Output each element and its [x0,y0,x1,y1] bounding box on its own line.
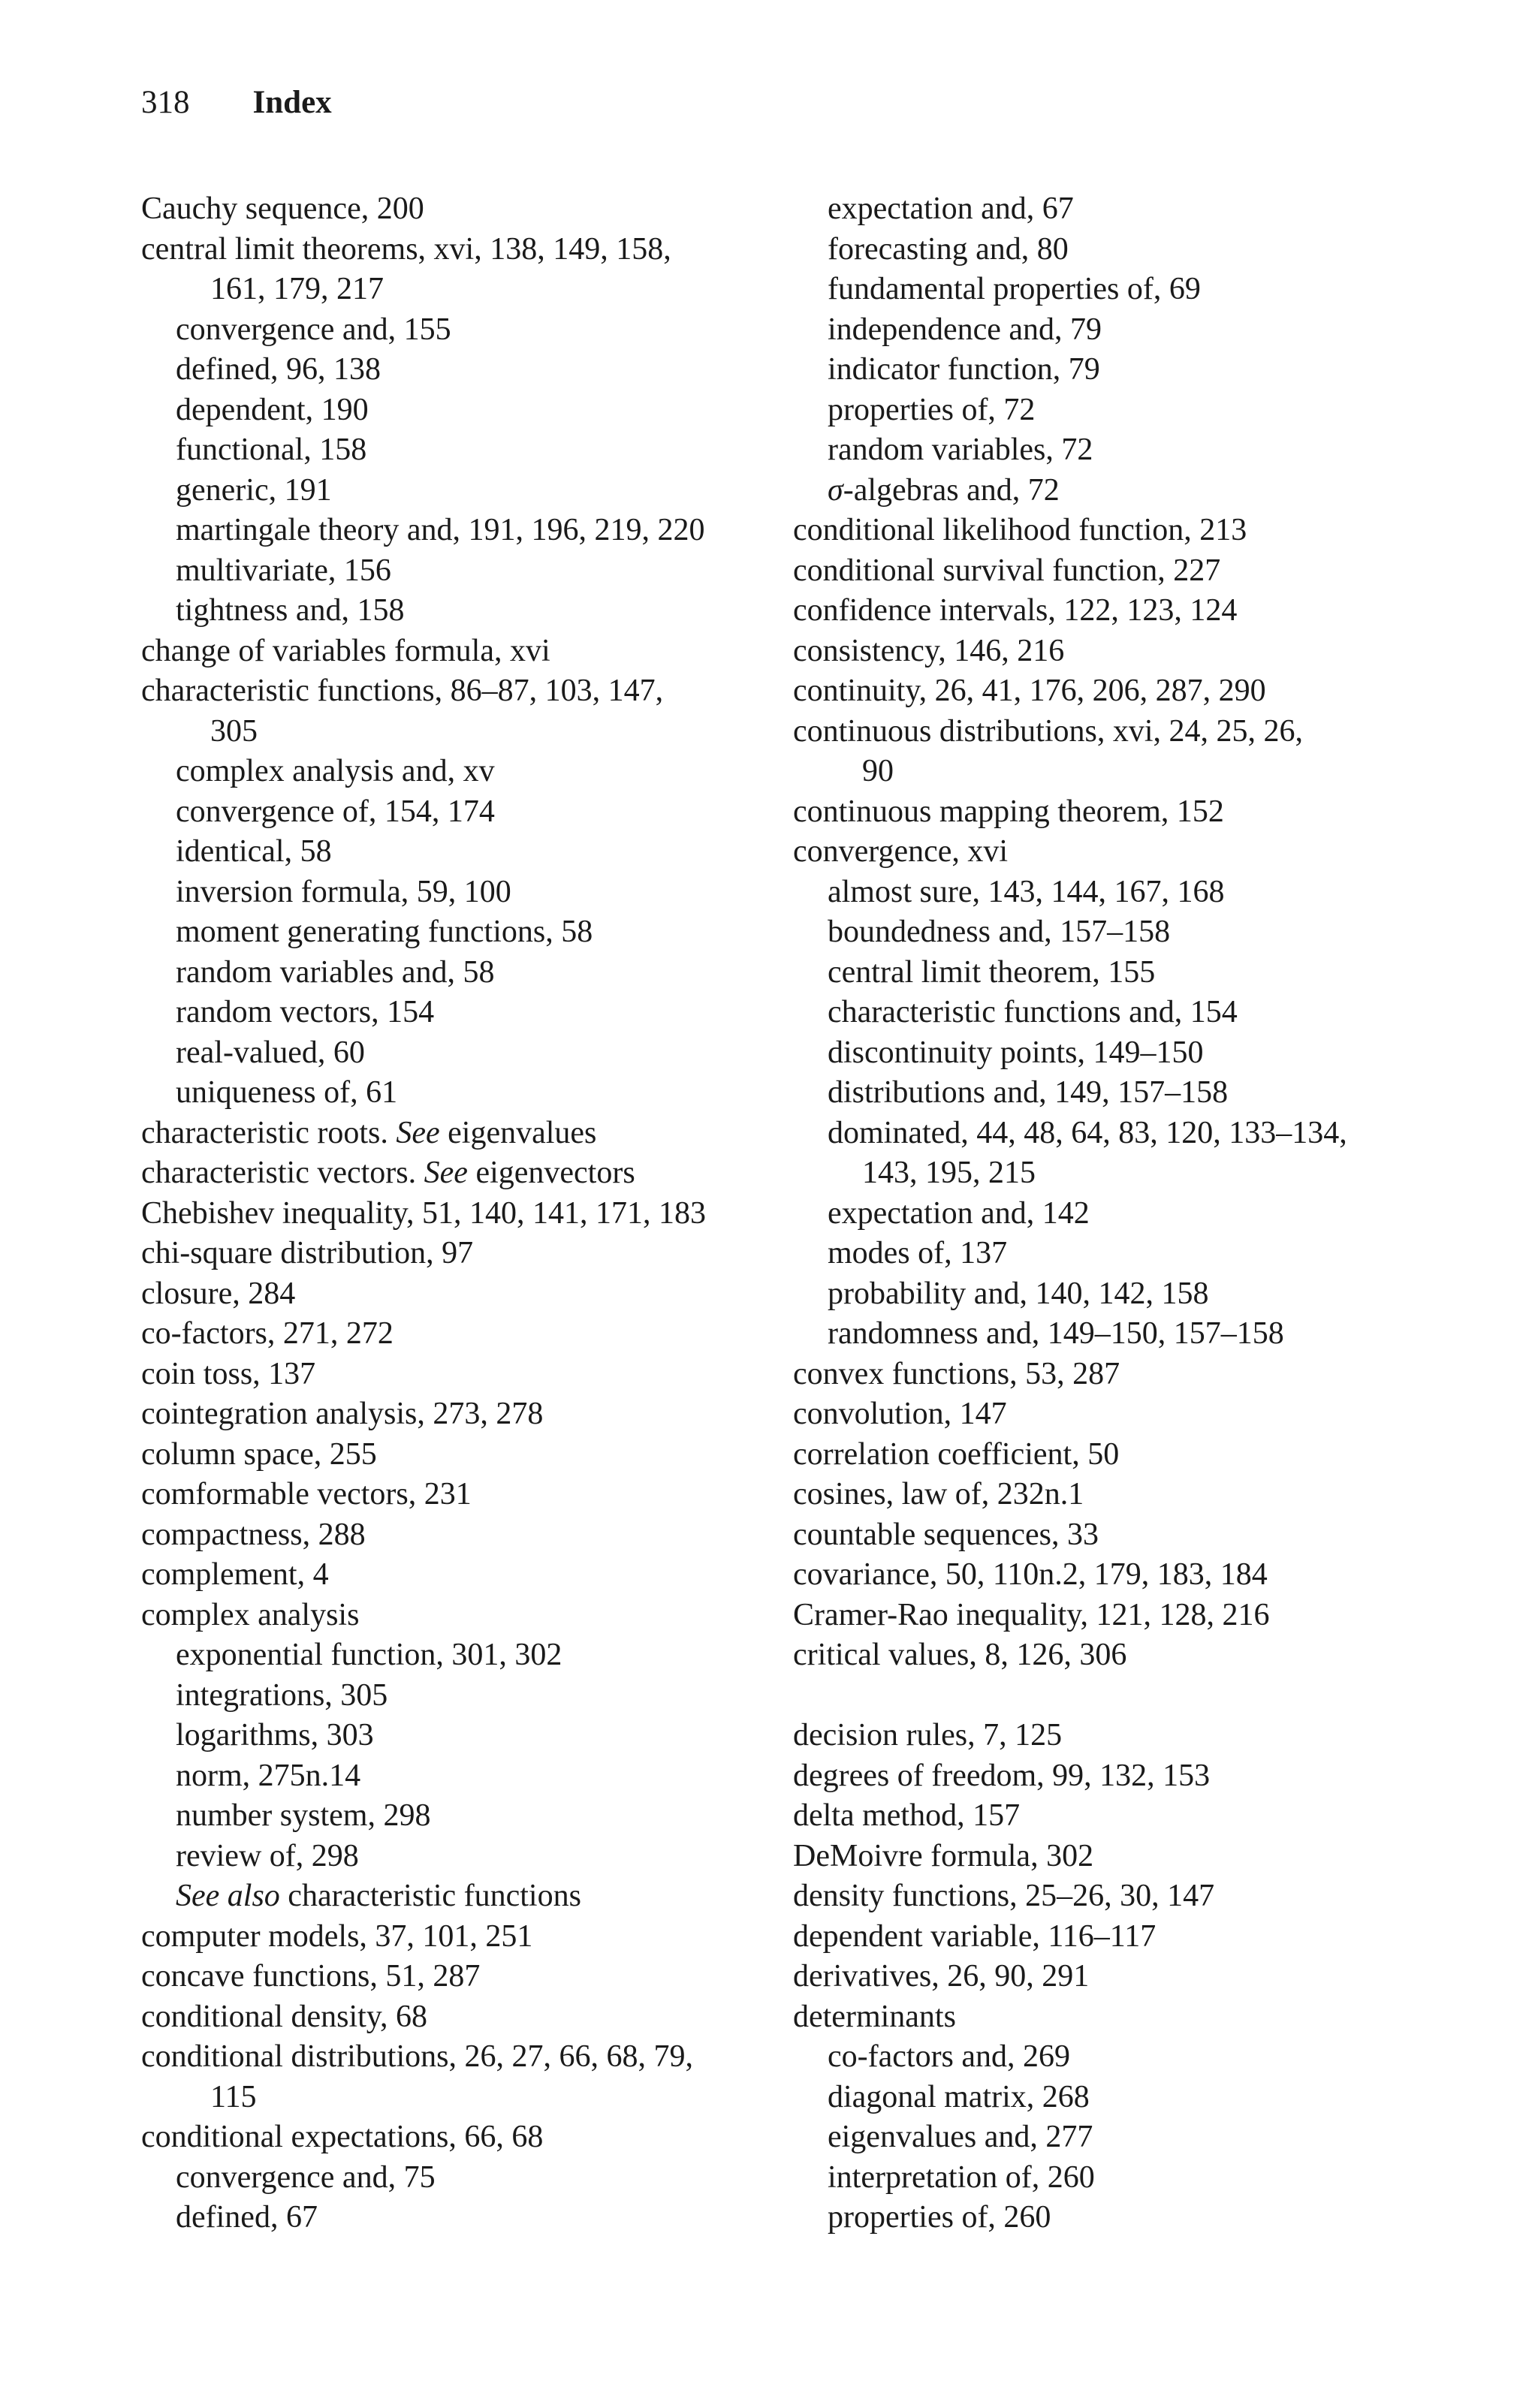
index-subentry [793,1234,1439,1274]
index-subentry [793,430,1439,471]
page-header [141,84,332,137]
index-subentry [793,953,1439,993]
index-entry [793,752,1439,792]
index-subentry [141,2158,787,2199]
index-entry [141,1475,787,1515]
entry-text: conditional likelihood function, 213 [793,513,1247,547]
index-subentry [141,591,787,631]
cross-reference-label: See [396,1115,440,1150]
entry-text: inversion formula, 59, 100 [176,874,511,909]
index-subentry [141,912,787,953]
index-subentry [141,430,787,471]
index-entry [141,1314,787,1355]
entry-text: column space, 255 [141,1436,377,1472]
index-entry [793,511,1439,551]
index-subentry [141,350,787,390]
index-subentry [793,1153,1439,1194]
entry-text: random variables and, 58 [176,954,495,990]
index-entry [141,712,787,752]
index-subentry [141,1676,787,1716]
entry-text: discontinuity points, 149–150 [828,1035,1204,1070]
entry-text: closure, 284 [141,1276,296,1311]
index-column-left [141,189,787,2238]
index-subentry [141,993,787,1033]
index-entry [793,671,1439,712]
index-subentry [141,1716,787,1756]
index-entry [793,1876,1439,1917]
index-subentry [793,310,1439,351]
index-subentry [141,1033,787,1074]
entry-text: randomness and, 149–150, 157–158 [828,1316,1284,1351]
entry-text: norm, 275n.14 [176,1758,361,1793]
entry-text: 115 [210,2079,257,2114]
entry-text: DeMoivre formula, 302 [793,1838,1094,1873]
entry-text: central limit theorem, 155 [828,954,1156,990]
entry-text: confidence intervals, 122, 123, 124 [793,593,1238,628]
entry-text: consistency, 146, 216 [793,633,1065,668]
entry-text: integrations, 305 [176,1677,388,1713]
entry-text: defined, 96, 138 [176,352,381,387]
index-entry [141,1355,787,1395]
entry-text: dependent, 190 [176,392,369,427]
entry-text: 305 [210,713,258,749]
index-entry [793,1596,1439,1636]
entry-text: conditional expectations, 66, 68 [141,2120,544,2154]
entry-text: generic, 191 [176,472,332,508]
index-entry [141,1917,787,1957]
index-subentry [793,1274,1439,1315]
entry-text: Cramer-Rao inequality, 121, 128, 216 [793,1597,1270,1632]
entry-text: cosines, law of, 232n.1 [793,1477,1084,1511]
index-entry [793,551,1439,592]
index-entry [793,792,1439,833]
entry-text: co-factors and, 269 [828,2039,1071,2074]
index-subentry [141,953,787,993]
entry-text: dependent variable, 116–117 [793,1918,1157,1954]
entry-text: conditional density, 68 [141,1999,428,2034]
index-entry [793,832,1439,872]
entry-text: concave functions, 51, 287 [141,1959,481,1994]
index-entry [141,2078,787,2118]
index-subentry [793,1194,1439,1234]
entry-text: characteristic vectors. [141,1156,417,1190]
entry-text: characteristic functions, 86–87, 103, 147, [141,674,664,708]
entry-text: modes of, 137 [828,1236,1008,1270]
index-subentry [793,230,1439,270]
index-subentry [793,993,1439,1033]
entry-text: distributions and, 149, 157–158 [828,1075,1229,1110]
index-entry [141,1234,787,1274]
index-subentry [793,1314,1439,1355]
entry-text: convex functions, 53, 287 [793,1356,1120,1391]
entry-text: functional, 158 [176,432,367,467]
entry-text: real-valued, 60 [176,1035,365,1070]
index-subentry [793,390,1439,431]
index-entry [141,671,787,712]
index-entry [793,1716,1439,1756]
entry-text: comformable vectors, 231 [141,1477,472,1511]
entry-text: characteristic functions and, 154 [828,995,1238,1029]
cross-reference-target: eigenvalues [448,1115,597,1150]
entry-text: cointegration analysis, 273, 278 [141,1397,544,1431]
index-entry [141,1515,787,1556]
index-subentry [793,2198,1439,2238]
index-subentry [141,471,787,511]
entry-text: covariance, 50, 110n.2, 179, 183, 184 [793,1557,1268,1592]
index-entry [793,1957,1439,1997]
index-subentry [793,912,1439,953]
entry-text: martingale theory and, 191, 196, 219, 220 [176,513,705,547]
index-subentry [141,872,787,913]
entry-text: critical values, 8, 126, 306 [793,1638,1127,1672]
entry-text: properties of, 260 [828,2200,1051,2235]
entry-text: conditional survival function, 227 [793,553,1221,588]
entry-text: delta method, 157 [793,1798,1021,1833]
entry-text: review of, 298 [176,1838,359,1873]
index-entry [141,1997,787,2038]
entry-text: complex analysis and, xv [176,754,495,788]
entry-text: moment generating functions, 58 [176,915,593,949]
entry-text: expectation and, 142 [828,1195,1090,1231]
index-entry [141,189,787,230]
cross-reference-target: eigenvectors [475,1156,635,1190]
index-entry [141,1957,787,1997]
index-entry [141,2117,787,2158]
index-entry [793,631,1439,672]
index-entry [141,1596,787,1636]
entry-text: interpretation of, 260 [828,2159,1095,2195]
index-subentry [141,832,787,872]
entry-text: properties of, 72 [828,392,1036,427]
entry-text: diagonal matrix, 268 [828,2079,1090,2114]
index-subentry [793,1073,1439,1114]
index-entry [141,2037,787,2078]
index-subentry [793,1033,1439,1074]
entry-text: almost sure, 143, 144, 167, 168 [828,874,1225,909]
page-number: 318 [141,85,190,120]
entry-text: boundedness and, 157–158 [828,915,1171,949]
entry-text: central limit theorems, xvi, 138, 149, 158, [141,231,671,267]
entry-text: decision rules, 7, 125 [793,1718,1063,1753]
entry-text: characteristic roots. [141,1115,388,1150]
index-subentry [793,270,1439,310]
entry-text: expectation and, 67 [828,191,1074,226]
index-subentry [793,2117,1439,2158]
index-entry [793,1435,1439,1475]
index-entry [141,1555,787,1596]
cross-reference-label: See [424,1156,468,1190]
index-entry [141,631,787,672]
index-entry [141,1274,787,1315]
entry-text: random variables, 72 [828,432,1093,467]
entry-text: Cauchy sequence, 200 [141,191,424,226]
index-subentry [141,1756,787,1797]
entry-text: 161, 179, 217 [210,272,384,306]
entry-text: number system, 298 [176,1798,431,1833]
entry-text: coin toss, 137 [141,1356,316,1391]
entry-text: complex analysis [141,1597,360,1632]
cross-reference-target: characteristic functions [288,1879,581,1913]
entry-text: eigenvalues and, 277 [828,2120,1093,2154]
entry-text: determinants [793,1999,956,2034]
index-entry [141,1194,787,1234]
entry-text: 90 [862,754,894,788]
index-entry [793,1756,1439,1797]
entry-text: exponential function, 301, 302 [176,1638,562,1672]
index-subentry [141,511,787,551]
entry-text: continuity, 26, 41, 176, 206, 287, 290 [793,674,1266,708]
index-entry [793,1555,1439,1596]
entry-text: compactness, 288 [141,1517,366,1552]
index-subentry [793,471,1439,511]
entry-text: convolution, 147 [793,1397,1007,1431]
index-entry [793,1515,1439,1556]
index-entry [141,270,787,310]
index-entry [141,1153,787,1194]
index-entry [793,712,1439,752]
index-subentry [793,2158,1439,2199]
index-entry [141,1435,787,1475]
entry-text: continuous distributions, xvi, 24, 25, 26, [793,713,1304,749]
entry-text: chi-square distribution, 97 [141,1236,474,1270]
entry-text: degrees of freedom, 99, 132, 153 [793,1758,1211,1793]
entry-text: convergence and, 75 [176,2159,436,2195]
entry-text: computer models, 37, 101, 251 [141,1918,533,1954]
index-entry [141,230,787,270]
entry-text: tightness and, 158 [176,593,405,628]
entry-text: derivatives, 26, 90, 291 [793,1959,1090,1994]
index-subentry [793,1114,1439,1154]
entry-text: forecasting and, 80 [828,231,1069,267]
index-subentry [793,189,1439,230]
entry-text: countable sequences, 33 [793,1517,1099,1552]
entry-text: independence and, 79 [828,312,1102,347]
entry-text: correlation coefficient, 50 [793,1436,1120,1472]
entry-italic-prefix: σ [828,472,843,508]
index-entry [793,1917,1439,1957]
index-subentry [141,1876,787,1917]
index-column-right [793,189,1439,2238]
index-subentry [141,390,787,431]
entry-text: fundamental properties of, 69 [828,272,1201,306]
index-entry [793,1997,1439,2038]
index-entry [793,1355,1439,1395]
entry-text: density functions, 25–26, 30, 147 [793,1879,1215,1913]
entry-text: conditional distributions, 26, 27, 66, 68, 79, [141,2039,693,2074]
index-entry [141,1114,787,1154]
entry-text: probability and, 140, 142, 158 [828,1276,1209,1311]
cross-reference-label: See also [176,1879,280,1913]
entry-text: uniqueness of, 61 [176,1075,398,1110]
entry-text: -algebras and, 72 [843,472,1060,508]
index-entry [793,1796,1439,1837]
index-subentry [141,1837,787,1877]
entry-text: dominated, 44, 48, 64, 83, 120, 133–134, [828,1115,1347,1150]
entry-text: multivariate, 156 [176,553,391,588]
index-entry [793,1394,1439,1435]
index-entry [793,1635,1439,1676]
index-subentry [141,551,787,592]
index-letter-gap [793,1676,1439,1716]
entry-text: random vectors, 154 [176,995,435,1029]
entry-text: complement, 4 [141,1557,329,1592]
index-subentry [141,792,787,833]
entry-text: indicator function, 79 [828,352,1100,387]
index-subentry [793,872,1439,913]
index-subentry [141,2198,787,2238]
index-subentry [793,2078,1439,2118]
index-subentry [141,310,787,351]
index-entry [793,1837,1439,1877]
entry-text: defined, 67 [176,2200,318,2235]
index-subentry [141,1796,787,1837]
entry-text: 143, 195, 215 [862,1156,1036,1190]
index-subentry [141,752,787,792]
index-subentry [141,1635,787,1676]
entry-text: identical, 58 [176,834,332,869]
entry-text: logarithms, 303 [176,1718,374,1753]
index-subentry [793,2037,1439,2078]
index-entry [141,1394,787,1435]
entry-text: convergence of, 154, 174 [176,794,495,829]
index-entry [793,591,1439,631]
entry-text: convergence and, 155 [176,312,451,347]
entry-text: Chebishev inequality, 51, 140, 141, 171, 183 [141,1195,707,1231]
index-subentry [793,350,1439,390]
entry-text: co-factors, 271, 272 [141,1316,394,1351]
index-entry [793,1475,1439,1515]
index-subentry [141,1073,787,1114]
page-title: Index [252,85,332,120]
entry-text: continuous mapping theorem, 152 [793,794,1224,829]
entry-text: change of variables formula, xvi [141,633,550,668]
entry-text: convergence, xvi [793,834,1009,869]
